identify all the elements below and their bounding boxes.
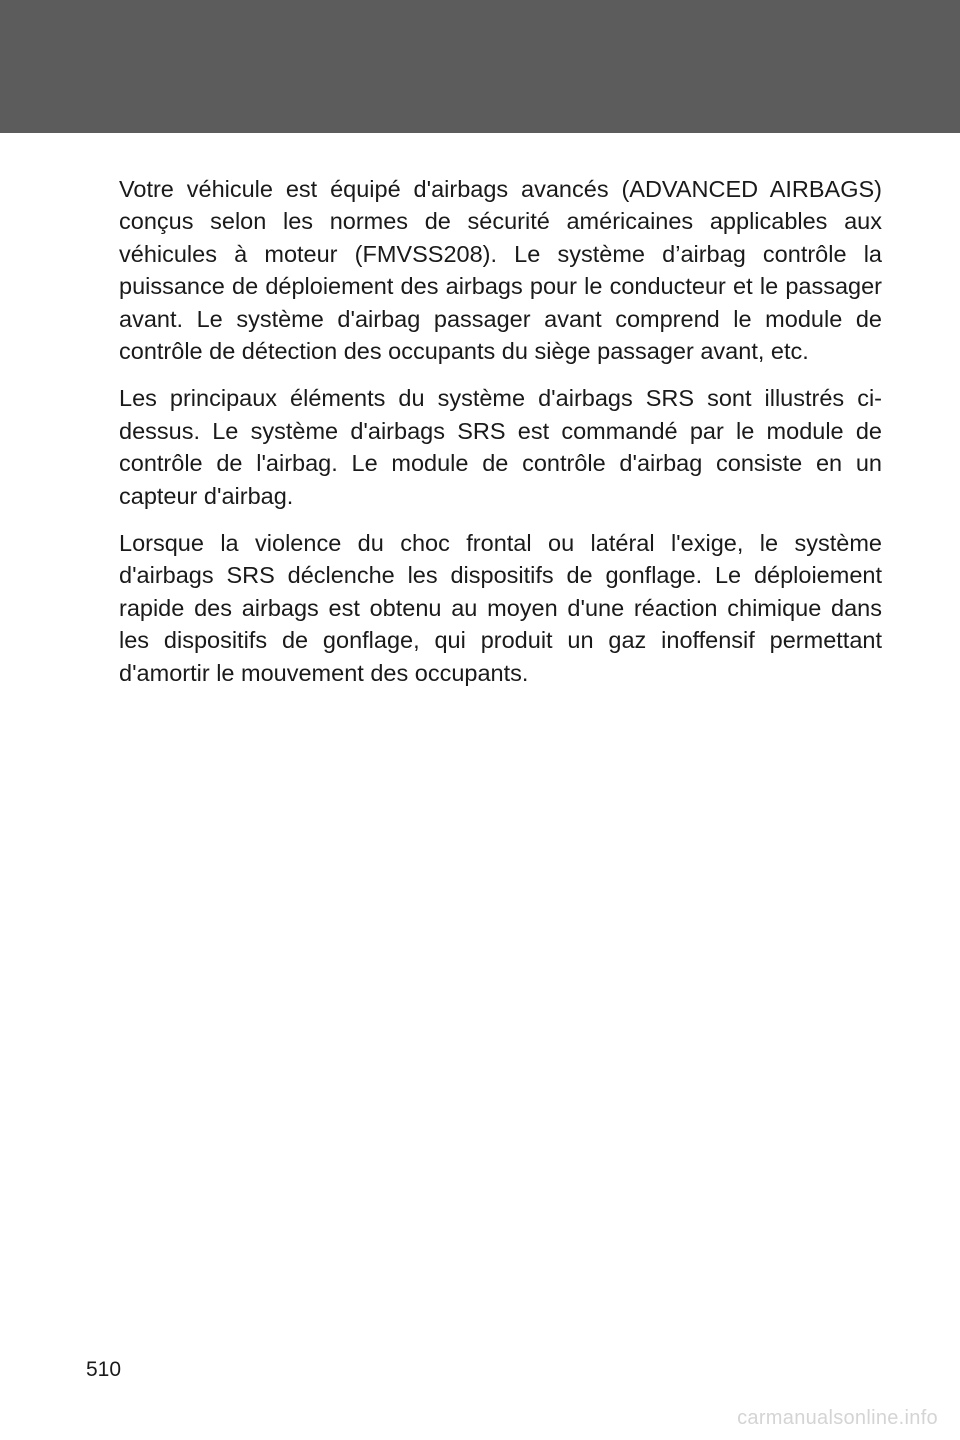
page-number: 510 (86, 1358, 122, 1381)
header-band (0, 0, 960, 133)
paragraph-deployment: Lorsque la violence du choc frontal ou latéral l'exige, le système d'airbags SRS déclenche les dispositifs de gonflage. Le déploiement rapide des airbags est obtenu au moyen d'une réaction chimique dans les dispositifs de gonflage, qui produit un gaz inoffensif permettant d'amortir le mouvement des occupants. (119, 530, 882, 686)
paragraph-advanced-airbags: Votre véhicule est équipé d'airbags avancés (ADVANCED AIRBAGS) conçus selon les normes de sécurité américaines applicables aux véhicules à moteur (FMVSS208). Le système d’airbag contrôle la puissance de déploiement des airbags pour le conducteur et le passager avant. Le système d'airbag passager avant comprend le module de contrôle de détection des occupants du siège passager avant, etc. (119, 176, 882, 365)
watermark: carmanualsonline.info (737, 1407, 938, 1429)
paragraph-srs-components: Les principaux éléments du système d'airbags SRS sont illustrés ci-dessus. Le système d'airbags SRS est commandé par le module de contrôle de l'airbag. Le module de contrôle d'airbag consiste en un capteur d'airbag. (119, 385, 882, 509)
body-text (119, 173, 882, 704)
